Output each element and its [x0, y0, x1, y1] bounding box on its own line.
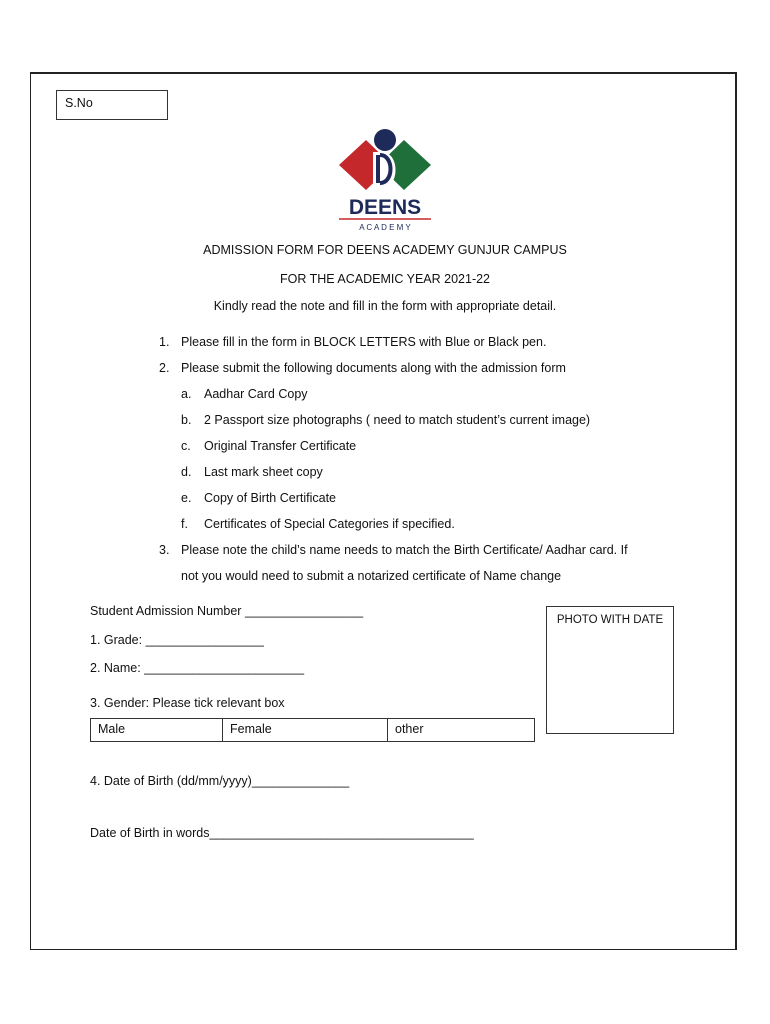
document-e-letter: e. [181, 491, 192, 505]
document-d-letter: d. [181, 465, 192, 479]
serial-number-label: S.No [65, 96, 93, 110]
logo-subtitle: A C A D E M Y [359, 223, 411, 232]
instruction-3-number: 3. [159, 543, 170, 557]
deens-academy-logo [336, 126, 434, 234]
form-title: ADMISSION FORM FOR DEENS ACADEMY GUNJUR CAMPUS [203, 243, 567, 257]
document-f-text: Certificates of Special Categories if specified. [204, 517, 455, 531]
photo-box-label: PHOTO WITH DATE [556, 614, 664, 626]
document-c-text: Original Transfer Certificate [204, 439, 357, 453]
gender-label: 3. Gender: Please tick relevant box [90, 696, 285, 710]
serial-number-box[interactable] [56, 90, 168, 120]
document-b-letter: b. [181, 413, 192, 427]
gender-option-female[interactable]: Female [223, 719, 388, 741]
gender-options-table [90, 718, 535, 742]
instruction-2-text: Please submit the following documents along with the admission form [181, 361, 566, 375]
document-b-text: 2 Passport size photographs ( need to match student’s current image) [204, 413, 591, 427]
document-a-letter: a. [181, 387, 192, 401]
instruction-1-text: Please fill in the form in BLOCK LETTERS with Blue or Black pen. [181, 335, 547, 349]
document-f-letter: f. [181, 517, 188, 531]
document-a-text: Aadhar Card Copy [204, 387, 308, 401]
instruction-3-line2: not you would need to submit a notarized certificate of Name change [181, 569, 562, 583]
logo-head-circle [374, 129, 396, 151]
date-of-birth-field[interactable]: 4. Date of Birth (dd/mm/yyyy)______________ [90, 774, 350, 788]
logo-name: DEENS [348, 196, 422, 219]
document-d-text: Last mark sheet copy [204, 465, 323, 479]
instruction-1-number: 1. [159, 335, 170, 349]
grade-field[interactable]: 1. Grade: _________________ [90, 633, 264, 647]
document-e-text: Copy of Birth Certificate [204, 491, 336, 505]
instruction-intro: Kindly read the note and fill in the form with appropriate detail. [213, 299, 557, 313]
gender-option-other[interactable]: other [395, 722, 424, 736]
photo-box[interactable] [546, 606, 674, 734]
instruction-3-line1: Please note the child’s name needs to match the Birth Certificate/ Aadhar card. If [181, 543, 628, 557]
date-of-birth-words-field[interactable]: Date of Birth in words______________________________________ [90, 826, 474, 840]
academic-year: FOR THE ACADEMIC YEAR 2021-22 [279, 272, 491, 286]
name-field[interactable]: 2. Name: _______________________ [90, 661, 305, 675]
document-c-letter: c. [181, 439, 191, 453]
gender-option-male[interactable]: Male [91, 719, 223, 741]
admission-number-field[interactable]: Student Admission Number _________________ [90, 604, 364, 618]
instruction-2-number: 2. [159, 361, 170, 375]
